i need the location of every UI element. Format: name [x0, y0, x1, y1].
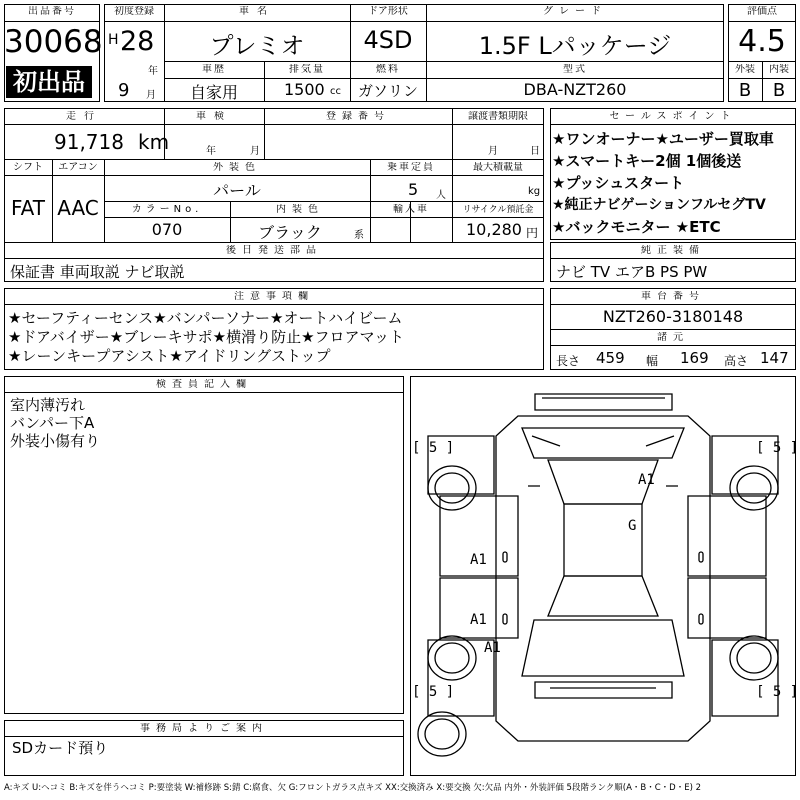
tire-rl: [ 5 ] — [412, 684, 455, 700]
year-unit: 年 — [148, 66, 158, 77]
color-no-value: 070 — [151, 220, 183, 239]
first-reg-year: 28 — [120, 26, 155, 57]
caution-2: ★ドアバイザー★ブレーキサポ★横滑り防止★フロアマット — [8, 328, 404, 346]
recycle-value: 10,280 — [466, 220, 522, 239]
sales-point-1: ★ワンオーナー★ユーザー買取車 — [552, 130, 774, 148]
tire-fr: [ 5 ] — [756, 440, 799, 456]
inspector-label: 検査員記入欄 — [156, 379, 252, 390]
lot-label: 出品番号 — [28, 6, 76, 17]
max-load-unit: kg — [528, 186, 541, 197]
car-name-value: プレミオ — [209, 32, 305, 60]
ext-color-label: 外装色 — [213, 162, 261, 173]
grade-value: 1.5F Lパッケージ — [478, 32, 672, 60]
transfer-label: 譲渡書類期限 — [468, 111, 528, 122]
int-score-label: 内装 — [769, 64, 789, 75]
office-value: SDカード預り — [12, 739, 109, 757]
capacity-unit: 人 — [436, 190, 446, 201]
car-outline-diagram — [410, 376, 799, 776]
first-reg-month: 9 — [118, 80, 130, 101]
legend: A:キズ U:ヘコミ B:キズを伴うヘコミ P:要塗装 W:補修跡 S:錆 C:腐食、欠 G:フロントガラス点キズ XX:交換済み X:要交換 欠:欠品 内外・外装評価 5段階ランク順(A・B・C・D・E) 2 — [4, 783, 702, 793]
mark-hood: A1 — [638, 472, 655, 488]
model-label: 型式 — [563, 64, 587, 75]
tire-fl: [ 5 ] — [412, 440, 455, 456]
chassis-value: NZT260-3180148 — [602, 307, 744, 326]
mark-left-rear-fender: A1 — [484, 640, 501, 656]
caution-1: ★セーフティーセンス★バンパーソナー★オートハイビーム — [8, 309, 403, 327]
cautions-label: 注意事項欄 — [234, 291, 314, 302]
shift-label: シフト — [13, 162, 43, 173]
history-label: 車歴 — [202, 64, 226, 75]
fuel-label: 燃料 — [376, 64, 400, 75]
import-label: 輸入車 — [393, 204, 429, 215]
width-label: 幅 — [646, 354, 659, 368]
length-label: 長さ — [556, 354, 581, 368]
shift-value: FAT — [10, 196, 45, 220]
reg-no-label: 登録番号 — [326, 111, 390, 122]
mileage-label: 走行 — [66, 111, 102, 122]
first-reg-label: 初度登録 — [114, 6, 154, 17]
history-value: 自家用 — [189, 83, 238, 102]
car-name-label: 車名 — [239, 6, 275, 17]
inspection-year-unit: 年 — [206, 146, 216, 157]
int-color-value: ブラック — [258, 223, 322, 242]
later-parts-label: 後日発送部品 — [226, 245, 322, 256]
displacement-value: 1500 — [284, 80, 325, 99]
height-value: 147 — [760, 349, 789, 367]
ext-score-label: 外装 — [735, 64, 755, 75]
office-label: 事務局よりご案内 — [140, 723, 268, 734]
caution-3: ★レーンキープアシスト★アイドリングストップ — [8, 347, 331, 365]
fuel-value: ガソリン — [357, 82, 418, 100]
mark-left-rear-door: A1 — [470, 612, 487, 628]
ac-label: エアコン — [58, 162, 98, 173]
first-listing-badge: 初出品 — [6, 66, 92, 98]
displacement-label: 排気量 — [289, 64, 325, 75]
int-color-unit: 系 — [354, 230, 364, 241]
capacity-label: 乗車定員 — [387, 162, 435, 173]
inspector-note-1: 室内薄汚れ — [10, 396, 86, 414]
recycle-label: リサイクル預託金 — [462, 205, 534, 215]
length-value: 459 — [596, 349, 625, 367]
mark-left-front-door: A1 — [470, 552, 487, 568]
later-parts-value: 保証書 車両取説 ナビ取説 — [10, 263, 185, 281]
grade-label: グレード — [543, 6, 607, 17]
inspector-note-2: バンパー下A — [10, 414, 95, 432]
sales-point-2: ★スマートキー2個 1個後送 — [552, 152, 742, 170]
sales-point-5: ★バックモニター ★ETC — [552, 218, 721, 236]
max-load-label: 最大積載量 — [473, 162, 523, 173]
mileage-unit: km — [138, 130, 170, 154]
month-unit: 月 — [146, 90, 156, 101]
dims-label: 諸元 — [657, 332, 689, 343]
sales-points-label: セールスポイント — [609, 111, 737, 122]
door-label: ドア形状 — [368, 6, 408, 17]
sales-point-3: ★プッシュスタート — [552, 174, 685, 192]
sales-point-4: ★純正ナビゲーションフルセグTV — [552, 197, 766, 213]
int-score-value: B — [772, 80, 786, 101]
score-label: 評価点 — [747, 6, 777, 17]
chassis-label: 車台番号 — [641, 291, 705, 302]
int-color-label: 内装色 — [276, 204, 324, 215]
inspector-note-3: 外装小傷有り — [10, 432, 101, 450]
transfer-month-unit: 月 — [488, 146, 498, 157]
height-label: 高さ — [724, 354, 749, 368]
door-value: 4SD — [363, 26, 413, 54]
equipment-label: 純正装備 — [641, 245, 705, 256]
recycle-unit: 円 — [526, 226, 539, 240]
mark-windshield: G — [628, 518, 637, 534]
model-value: DBA-NZT260 — [523, 80, 627, 99]
ac-value: AAC — [57, 196, 99, 220]
ext-color-value: パール — [213, 181, 261, 200]
lot-number: 30068 — [4, 24, 103, 60]
equipment-value: ナビ TV エアB PS PW — [556, 263, 708, 281]
capacity-value: 5 — [408, 180, 419, 199]
inspection-month-unit: 月 — [250, 146, 260, 157]
transfer-day-unit: 日 — [530, 146, 540, 157]
mileage-value: 91,718 — [54, 130, 124, 154]
displacement-unit: cc — [330, 86, 341, 97]
width-value: 169 — [680, 349, 709, 367]
score-value: 4.5 — [738, 24, 786, 59]
ext-score-value: B — [738, 80, 752, 101]
inspection-label: 車検 — [196, 111, 232, 122]
color-no-label: カラーNo. — [131, 204, 203, 215]
first-reg-era: H — [108, 32, 119, 48]
tire-rr: [ 5 ] — [756, 684, 799, 700]
